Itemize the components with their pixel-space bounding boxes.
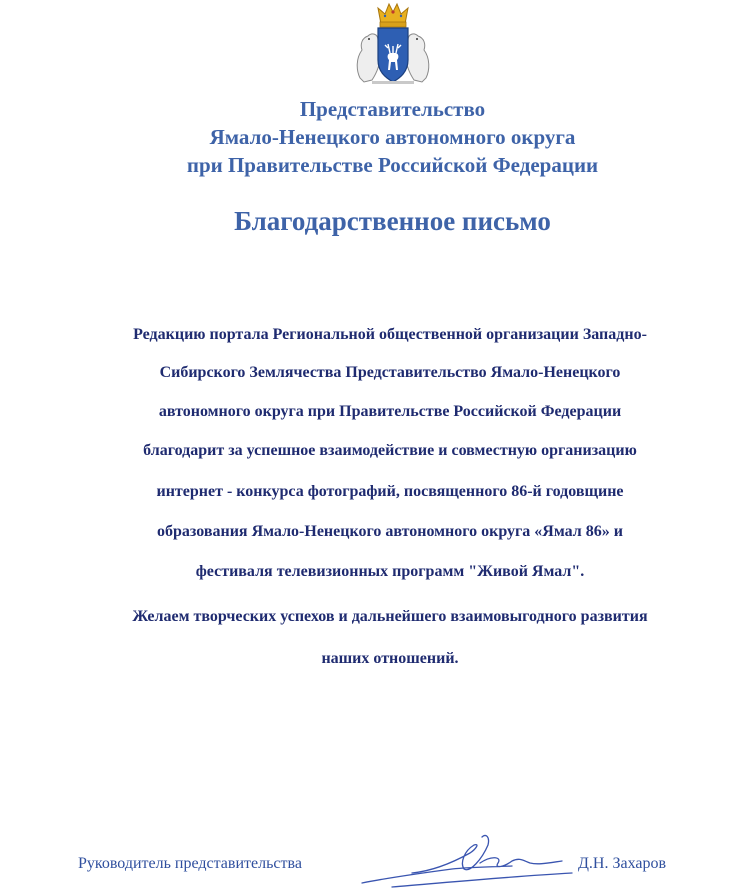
org-name-line-1: Представительство: [299, 97, 486, 121]
shield-icon: [378, 28, 408, 82]
signatory-role: Руководитель представительства: [78, 855, 302, 872]
signatory-name: Д.Н. Захаров: [578, 855, 667, 872]
org-name-line-3: при Правительстве Российской Федерации: [186, 153, 599, 177]
letter-line: интернет - конкурса фотографий, посвященного 86-й годовщине: [156, 483, 624, 500]
letter-line: Редакцию портала Региональной общественной организации Западно-: [133, 326, 647, 343]
letter-line: Сибирского Землячества Представительство Ямало-Ненецкого: [159, 364, 621, 381]
closing-wish-line: Желаем творческих успехов и дальнейшего взаимовыгодного развития: [132, 608, 648, 625]
coat-of-arms-icon: [354, 0, 432, 86]
org-name-line-2: Ямало-Ненецкого автономного округа: [209, 125, 576, 149]
letter-line: фестиваля телевизионных программ "Живой Ямал".: [195, 563, 585, 580]
letter-line: автономного округа при Правительстве Российской Федерации: [158, 403, 622, 420]
crown-icon: [378, 4, 408, 27]
letter-line: образования Ямало-Ненецкого автономного округа «Ямал 86» и: [157, 523, 623, 540]
closing-wish-line: наших отношений.: [321, 650, 459, 667]
letter-line: благодарит за успешное взаимодействие и совместную организацию: [143, 442, 637, 459]
document-title: Благодарственное письмо: [234, 206, 551, 236]
signature-scribble: [352, 823, 582, 891]
